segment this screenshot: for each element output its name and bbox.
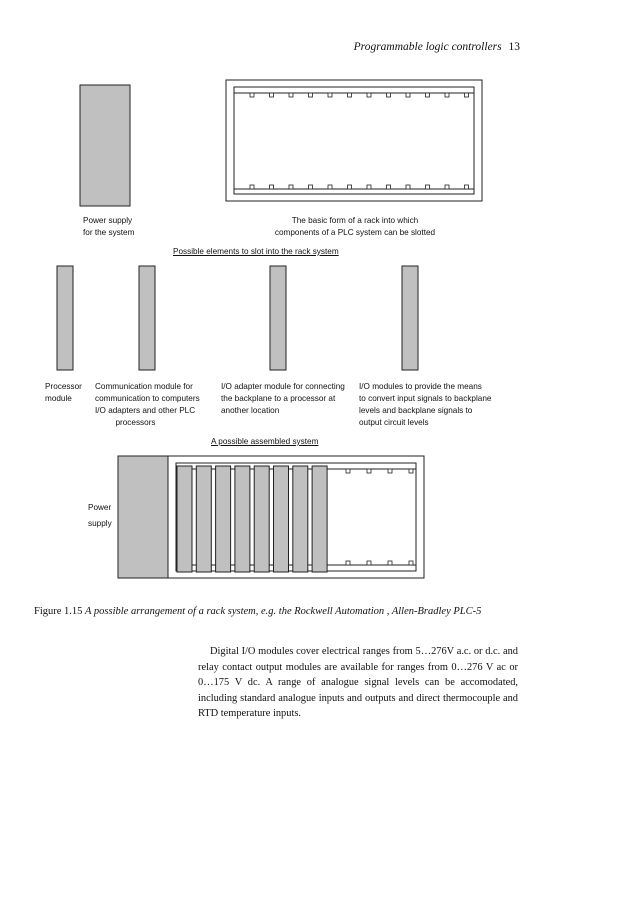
- figure-caption-text: A possible arrangement of a rack system, e.g. the Rockwell Automation , Allen-Bradley PLC-5: [85, 606, 482, 617]
- figure-number: Figure 1.15: [34, 606, 83, 617]
- slot-marker: [348, 93, 352, 97]
- power-supply-block: [80, 85, 130, 206]
- rack-slots: [250, 93, 469, 189]
- slot-marker: [309, 93, 313, 97]
- slot-marker: [409, 469, 413, 473]
- io-adapter-module: [270, 266, 286, 370]
- slotted-module: [312, 466, 327, 572]
- slot-marker: [328, 185, 332, 189]
- io-modules-label: I/O modules to provide the means to convert input signals to backplane levels and backplane signals to output circuit levels: [359, 382, 492, 427]
- slot-marker: [445, 93, 449, 97]
- slot-marker: [367, 561, 371, 565]
- slot-marker: [367, 469, 371, 473]
- slot-marker: [270, 93, 274, 97]
- slot-marker: [387, 93, 391, 97]
- communication-module-label: Communication module for communication to computers I/O adapters and other PLC processors: [95, 382, 200, 427]
- slotted-module: [274, 466, 289, 572]
- slot-marker: [270, 185, 274, 189]
- slotted-module: [196, 466, 211, 572]
- communication-module: [139, 266, 155, 370]
- body-paragraph: Digital I/O modules cover electrical ranges from 5…276V a.c. or d.c. and relay contact output modules are available for ranges from 0…276 V ac or 0…175 V dc. A range of analogue signal levels can be accomodated, including standard analogue inputs and outputs and direct thermocouple and RTD temperature inputs.: [198, 646, 518, 720]
- assembled-rack-slots: [346, 469, 413, 565]
- slot-marker: [348, 185, 352, 189]
- slot-marker: [346, 469, 350, 473]
- possible-elements-heading: Possible elements to slot into the rack system: [173, 247, 339, 256]
- processor-module-label: Processor module: [45, 382, 82, 403]
- empty-rack: [226, 80, 482, 201]
- slot-marker: [346, 561, 350, 565]
- assembled-power-supply: [118, 456, 168, 578]
- power-supply-label: Power supply for the system: [83, 216, 135, 237]
- slot-marker: [387, 185, 391, 189]
- power-supply-short-label: Power supply: [88, 503, 112, 528]
- io-adapter-label: I/O adapter module for connecting the backplane to a processor at another location: [221, 382, 345, 415]
- slot-marker: [409, 561, 413, 565]
- slot-marker: [367, 185, 371, 189]
- slot-marker: [426, 185, 430, 189]
- assembled-modules: [177, 466, 327, 572]
- slot-marker: [465, 185, 469, 189]
- slot-marker: [426, 93, 430, 97]
- slot-marker: [250, 185, 254, 189]
- slot-marker: [388, 561, 392, 565]
- slot-marker: [406, 185, 410, 189]
- slot-marker: [367, 93, 371, 97]
- slotted-module: [216, 466, 231, 572]
- slot-marker: [465, 93, 469, 97]
- slot-marker: [289, 185, 293, 189]
- io-module: [402, 266, 418, 370]
- figure-caption: [34, 606, 614, 617]
- slot-marker: [250, 93, 254, 97]
- slot-marker: [388, 469, 392, 473]
- slot-marker: [445, 185, 449, 189]
- slotted-module: [177, 466, 192, 572]
- slot-marker: [309, 185, 313, 189]
- slotted-module: [254, 466, 269, 572]
- slotted-module: [235, 466, 250, 572]
- slot-marker: [406, 93, 410, 97]
- slot-marker: [289, 93, 293, 97]
- page-number: 13: [508, 41, 520, 53]
- running-head-title: Programmable logic controllers: [353, 41, 502, 53]
- assembled-system-heading: A possible assembled system: [211, 437, 319, 446]
- rack-label: The basic form of a rack into which components of a PLC system can be slotted: [274, 216, 436, 237]
- processor-module: [57, 266, 73, 370]
- slot-marker: [328, 93, 332, 97]
- slotted-module: [293, 466, 308, 572]
